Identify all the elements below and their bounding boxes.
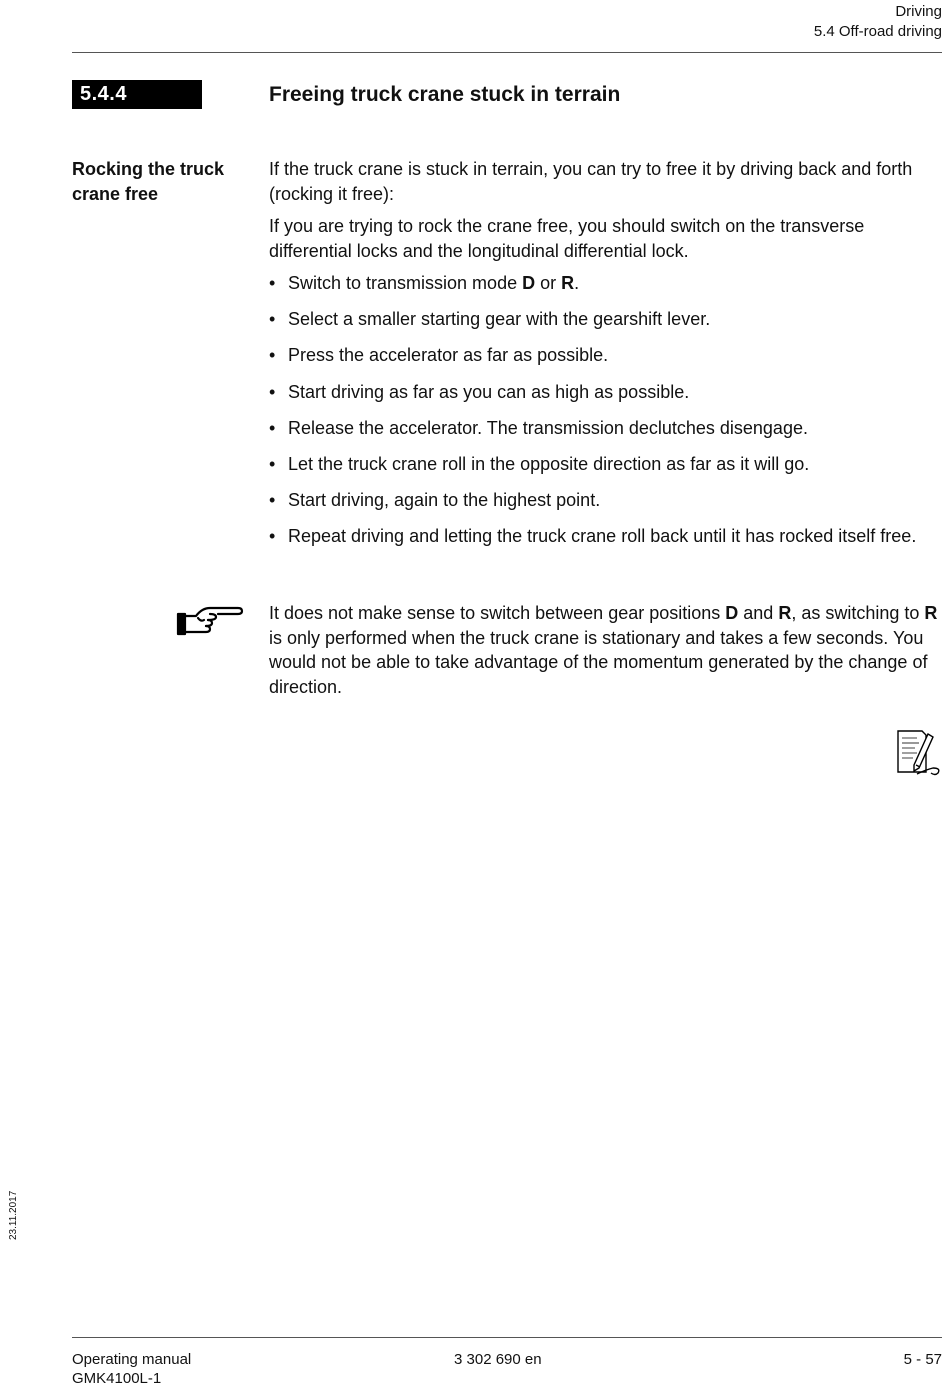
- list-item: • Switch to transmission mode D or R.: [269, 271, 944, 296]
- bullet: •: [269, 273, 276, 293]
- page-header: [814, 2, 942, 42]
- header-section: 5.4 Off-road driving: [813, 23, 942, 40]
- footer-doc-number: 3 302 690 en: [454, 1351, 542, 1368]
- section-number: 5.4.4: [72, 80, 202, 109]
- footer-page-number: 5 - 57: [903, 1351, 942, 1368]
- bullet: •: [269, 453, 276, 474]
- bullet: •: [269, 417, 276, 438]
- footer-left: [72, 1350, 191, 1388]
- list-item: • Start driving, again to the highest point.: [269, 488, 944, 513]
- side-heading: Rocking the truck crane free: [72, 159, 225, 204]
- footer-rule: [72, 1337, 942, 1338]
- document-end-icon: [895, 728, 943, 783]
- body-text: [269, 157, 944, 561]
- note-text: It does not make sense to switch between gear positions D and R, as switching to R is only performed when the truck crane is stationary and takes a few seconds. You would not be able to take advantage of the momentum generated by the change of direction.: [269, 603, 938, 697]
- step-list: [269, 271, 944, 549]
- header-chapter: Driving: [895, 3, 942, 20]
- header-rule: [72, 52, 942, 53]
- list-item: • Select a smaller starting gear with the gearshift lever.: [269, 307, 944, 332]
- pointing-hand-icon: [176, 604, 244, 643]
- bullet: •: [269, 345, 276, 366]
- bullet: •: [269, 381, 276, 402]
- list-item: • Press the accelerator as far as possible.: [269, 343, 944, 368]
- list-item: • Let the truck crane roll in the opposite direction as far as it will go.: [269, 452, 944, 477]
- footer-model: GMK4100L-1: [72, 1370, 162, 1387]
- intro-paragraph: If the truck crane is stuck in terrain, you can try to free it by driving back and forth (rocking it free):: [269, 159, 913, 204]
- list-item: • Start driving as far as you can as high as possible.: [269, 380, 944, 405]
- side-date: 23.11.2017: [8, 1190, 19, 1240]
- list-item: • Release the accelerator. The transmission declutches disengage.: [269, 416, 944, 441]
- list-item: • Repeat driving and letting the truck crane roll back until it has rocked itself free.: [269, 524, 944, 549]
- bullet: •: [269, 526, 276, 547]
- intro-paragraph: If you are trying to rock the crane free, you should switch on the transverse differential locks and the longitudinal differential lock.: [269, 216, 865, 261]
- bullet: •: [269, 309, 276, 330]
- section-title: Freeing truck crane stuck in terrain: [269, 83, 621, 106]
- footer-manual: Operating manual: [72, 1351, 192, 1368]
- bullet: •: [269, 490, 276, 511]
